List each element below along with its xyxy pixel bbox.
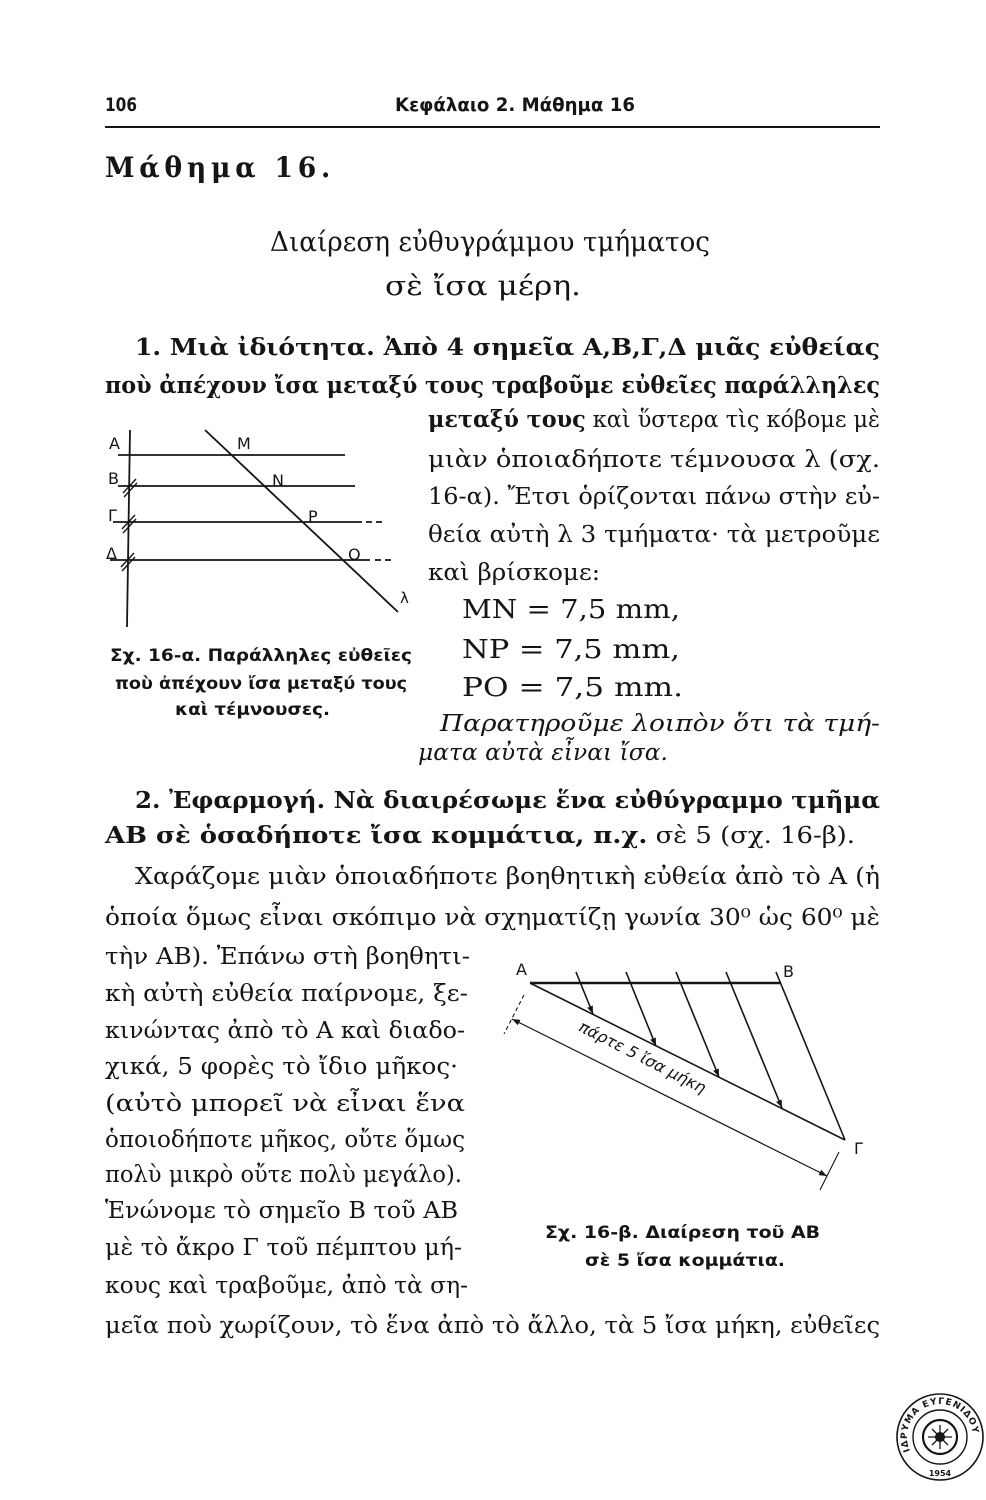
section2-body-5: κινώντας ἀπὸ τὸ Α καὶ διαδο- [105,1018,465,1044]
section1-body-2: 16-α). Ἔτσι ὁρίζονται πάνω στὴν εὐ- [428,484,880,510]
section1-line-3-rest: καὶ ὕστερα τὶς κόβομε μὲ [585,407,880,433]
section2-line-2-bold: ΑΒ σὲ ὁσαδήποτε ἴσα κομμάτια, π.χ. [105,822,648,849]
measurement-np [462,633,680,667]
lesson-title-line-1 [270,225,710,261]
measurement-mn-text: ΜΝ = 7,5 mm, [462,595,680,625]
section2-line-5 [105,942,470,972]
section1-line-7 [428,558,600,588]
lesson-title-1: Διαίρεση εὐθυγράμμου τμήματος [270,227,710,258]
measurement-po-text: ΡΟ = 7,5 mm. [462,673,683,703]
section1-heading: 1. Μιὰ ἰδιότητα. Ἀπὸ 4 σημεῖα Α,Β,Γ,Δ μιᾶς εὐθείας [135,334,880,361]
section1-conclusion-line-2 [418,738,668,768]
section2-line-2-rest: σὲ 5 (σχ. 16-β). [647,823,855,849]
point-a-label: Α [109,434,120,453]
line-b-g [776,972,845,1140]
section2-line-3 [135,862,880,892]
section1-statement: ποὺ ἀπέχουν ἴσα μεταξύ τους τραβοῦμε εὐθεῖες παράλληλες [105,372,880,399]
running-title: Κεφάλαιο 2. Μάθημα 16 [395,94,635,116]
figure-16a [100,425,420,635]
point-g-label: Γ [854,1139,863,1158]
section2-body-10: Ἑνώνομε τὸ σημεῖο Β τοῦ ΑΒ [105,1198,458,1224]
section2-body-1: Χαράζομε μιὰν ὁποιαδήποτε βοηθητικὴ εὐθεία ἀπὸ τὸ Α (ἡ [135,864,880,890]
point-a-label: Α [516,960,527,979]
figure-16a-caption-3: καὶ τέμνουσες. [175,700,330,720]
page-number: 106 [105,94,137,116]
section1-line-3 [428,405,880,435]
point-m-label: Μ [237,434,251,453]
section1-conclusion-line-1 [440,709,880,739]
figure-16a-caption-line-2 [115,671,407,697]
section2-heading: 2. Ἐφαρμογή. Νὰ διαιρέσωμε ἕνα εὐθύγραμμο τμῆμα [135,787,880,814]
figure-16b-caption-line-2 [585,1248,785,1274]
section2-body-6: χικά, 5 φορὲς τὸ ἴδιο μῆκος· [105,1054,458,1080]
point-p-label: Ρ [308,507,318,526]
figure-16b-caption-2: σὲ 5 ἴσα κομμάτια. [585,1251,785,1271]
seal-emblem-center [935,1432,945,1442]
section1-line-6 [428,520,880,550]
section1-line-4 [428,445,880,475]
section2-line-8 [105,1052,458,1082]
point-b-label: Β [783,962,794,981]
figure-16a-caption-line-1 [110,643,412,669]
section1-body-3: θεία αὐτὴ λ 3 τμήματα· τὰ μετροῦμε [428,522,880,548]
section2-line-7 [105,1016,465,1046]
measurement-mn [462,593,680,627]
section2-line-12 [105,1196,458,1226]
figure-16b [490,950,880,1205]
section2-body-11: μὲ τὸ ἄκρο Γ τοῦ πέμπτου μή- [105,1235,462,1261]
seal-name: ΙΔΡΥΜΑ ΕΥΓΕΝΙΔΟΥ [899,1396,980,1454]
figure-16b-caption-line-1 [545,1220,820,1246]
header-rule [105,126,880,128]
transversal-label: λ [400,589,409,607]
lesson-title-line-2 [385,269,581,305]
figure-16a-caption-2: ποὺ ἀπέχουν ἴσα μεταξύ τους [115,674,407,694]
section2-line-1 [135,786,880,816]
section2-line-6 [105,979,468,1009]
lesson-label: Μάθημα 16. [105,151,335,184]
figure-16a-caption-line-3 [175,697,330,723]
figure-16a-caption-1: Σχ. 16-α. Παράλληλες εὐθεῖες [110,646,412,666]
division-line-3 [676,972,719,1077]
seal-year: 1954 [928,1469,952,1478]
dimension-note: πάρτε 5 ἴσα μήκη [575,1016,710,1098]
section2-line-2 [105,821,855,851]
section2-line-2-wrap [105,821,855,851]
extension-line-end [820,1152,839,1190]
point-d-label: Δ [106,544,117,563]
section2-line-14 [105,1271,468,1301]
section2-body-4: κὴ αὐτὴ εὐθεία παίρνομε, ξε- [105,981,468,1007]
section1-line-5 [428,482,880,512]
section2-line-9 [105,1089,465,1119]
section2-body-12: κους καὶ τραβοῦμε, ἀπὸ τὰ ση- [105,1273,468,1299]
section2-body-9: πολὺ μικρὸ οὔτε πολὺ μεγάλο). [105,1162,462,1188]
section2-line-15 [105,1311,880,1341]
dimension-line [512,1016,827,1176]
section1-line-3-wrap [428,405,880,435]
point-o-label: Ο [348,545,361,564]
section2-body-3: τὴν ΑΒ). Ἐπάνω στὴ βοηθητι- [105,944,470,970]
section2-body-8: ὁποιοδήποτε μῆκος, οὔτε ὅμως [105,1127,465,1153]
division-line-4 [726,972,782,1108]
page-number-line [105,92,137,118]
lesson-title-2: σὲ ἴσα μέρη. [385,271,581,302]
section1-line-2 [105,371,880,401]
section1-conclusion-2: ματα αὐτὰ εἶναι ἴσα. [418,740,668,766]
section2-line-11 [105,1160,462,1190]
auxiliary-line [530,983,845,1140]
measurement-po [462,671,683,705]
point-b-label: Β [108,469,119,488]
point-n-label: Ν [272,471,284,490]
section2-body-2: ὁποία ὅμως εἶναι σκόπιμο νὰ σχηματίζῃ γωνία 30⁰ ὡς 60⁰ μὲ [105,905,881,931]
extension-line-start [504,995,524,1034]
section1-conclusion-1: Παρατηροῦμε λοιπὸν ὅτι τὰ τμή- [440,711,880,737]
running-title-line [395,92,635,118]
section1-line-1 [135,333,880,363]
section1-body-4: καὶ βρίσκομε: [428,560,600,586]
figure-16b-caption-1: Σχ. 16-β. Διαίρεση τοῦ ΑΒ [545,1223,820,1243]
lesson-label-line [105,149,335,187]
section2-line-10 [105,1125,465,1155]
transversal-line [205,430,398,612]
foundation-seal [895,1392,985,1482]
section1-body-1: μιὰν ὁποιαδήποτε τέμνουσα λ (σχ. [428,447,880,473]
section2-body-7: (αὐτὸ μπορεῖ νὰ εἶναι ἕνα [105,1091,465,1117]
point-g-label: Γ [108,506,117,525]
section2-body-13: μεῖα ποὺ χωρίζουν, τὸ ἕνα ἀπὸ τὸ ἄλλο, τὰ 5 ἴσα μήκη, εὐθεῖες [105,1313,880,1339]
section2-line-4 [105,903,880,933]
section2-line-13 [105,1233,462,1263]
section1-line-3-bold: μεταξύ τους [428,406,586,433]
measurement-np-text: ΝΡ = 7,5 mm, [462,635,680,665]
